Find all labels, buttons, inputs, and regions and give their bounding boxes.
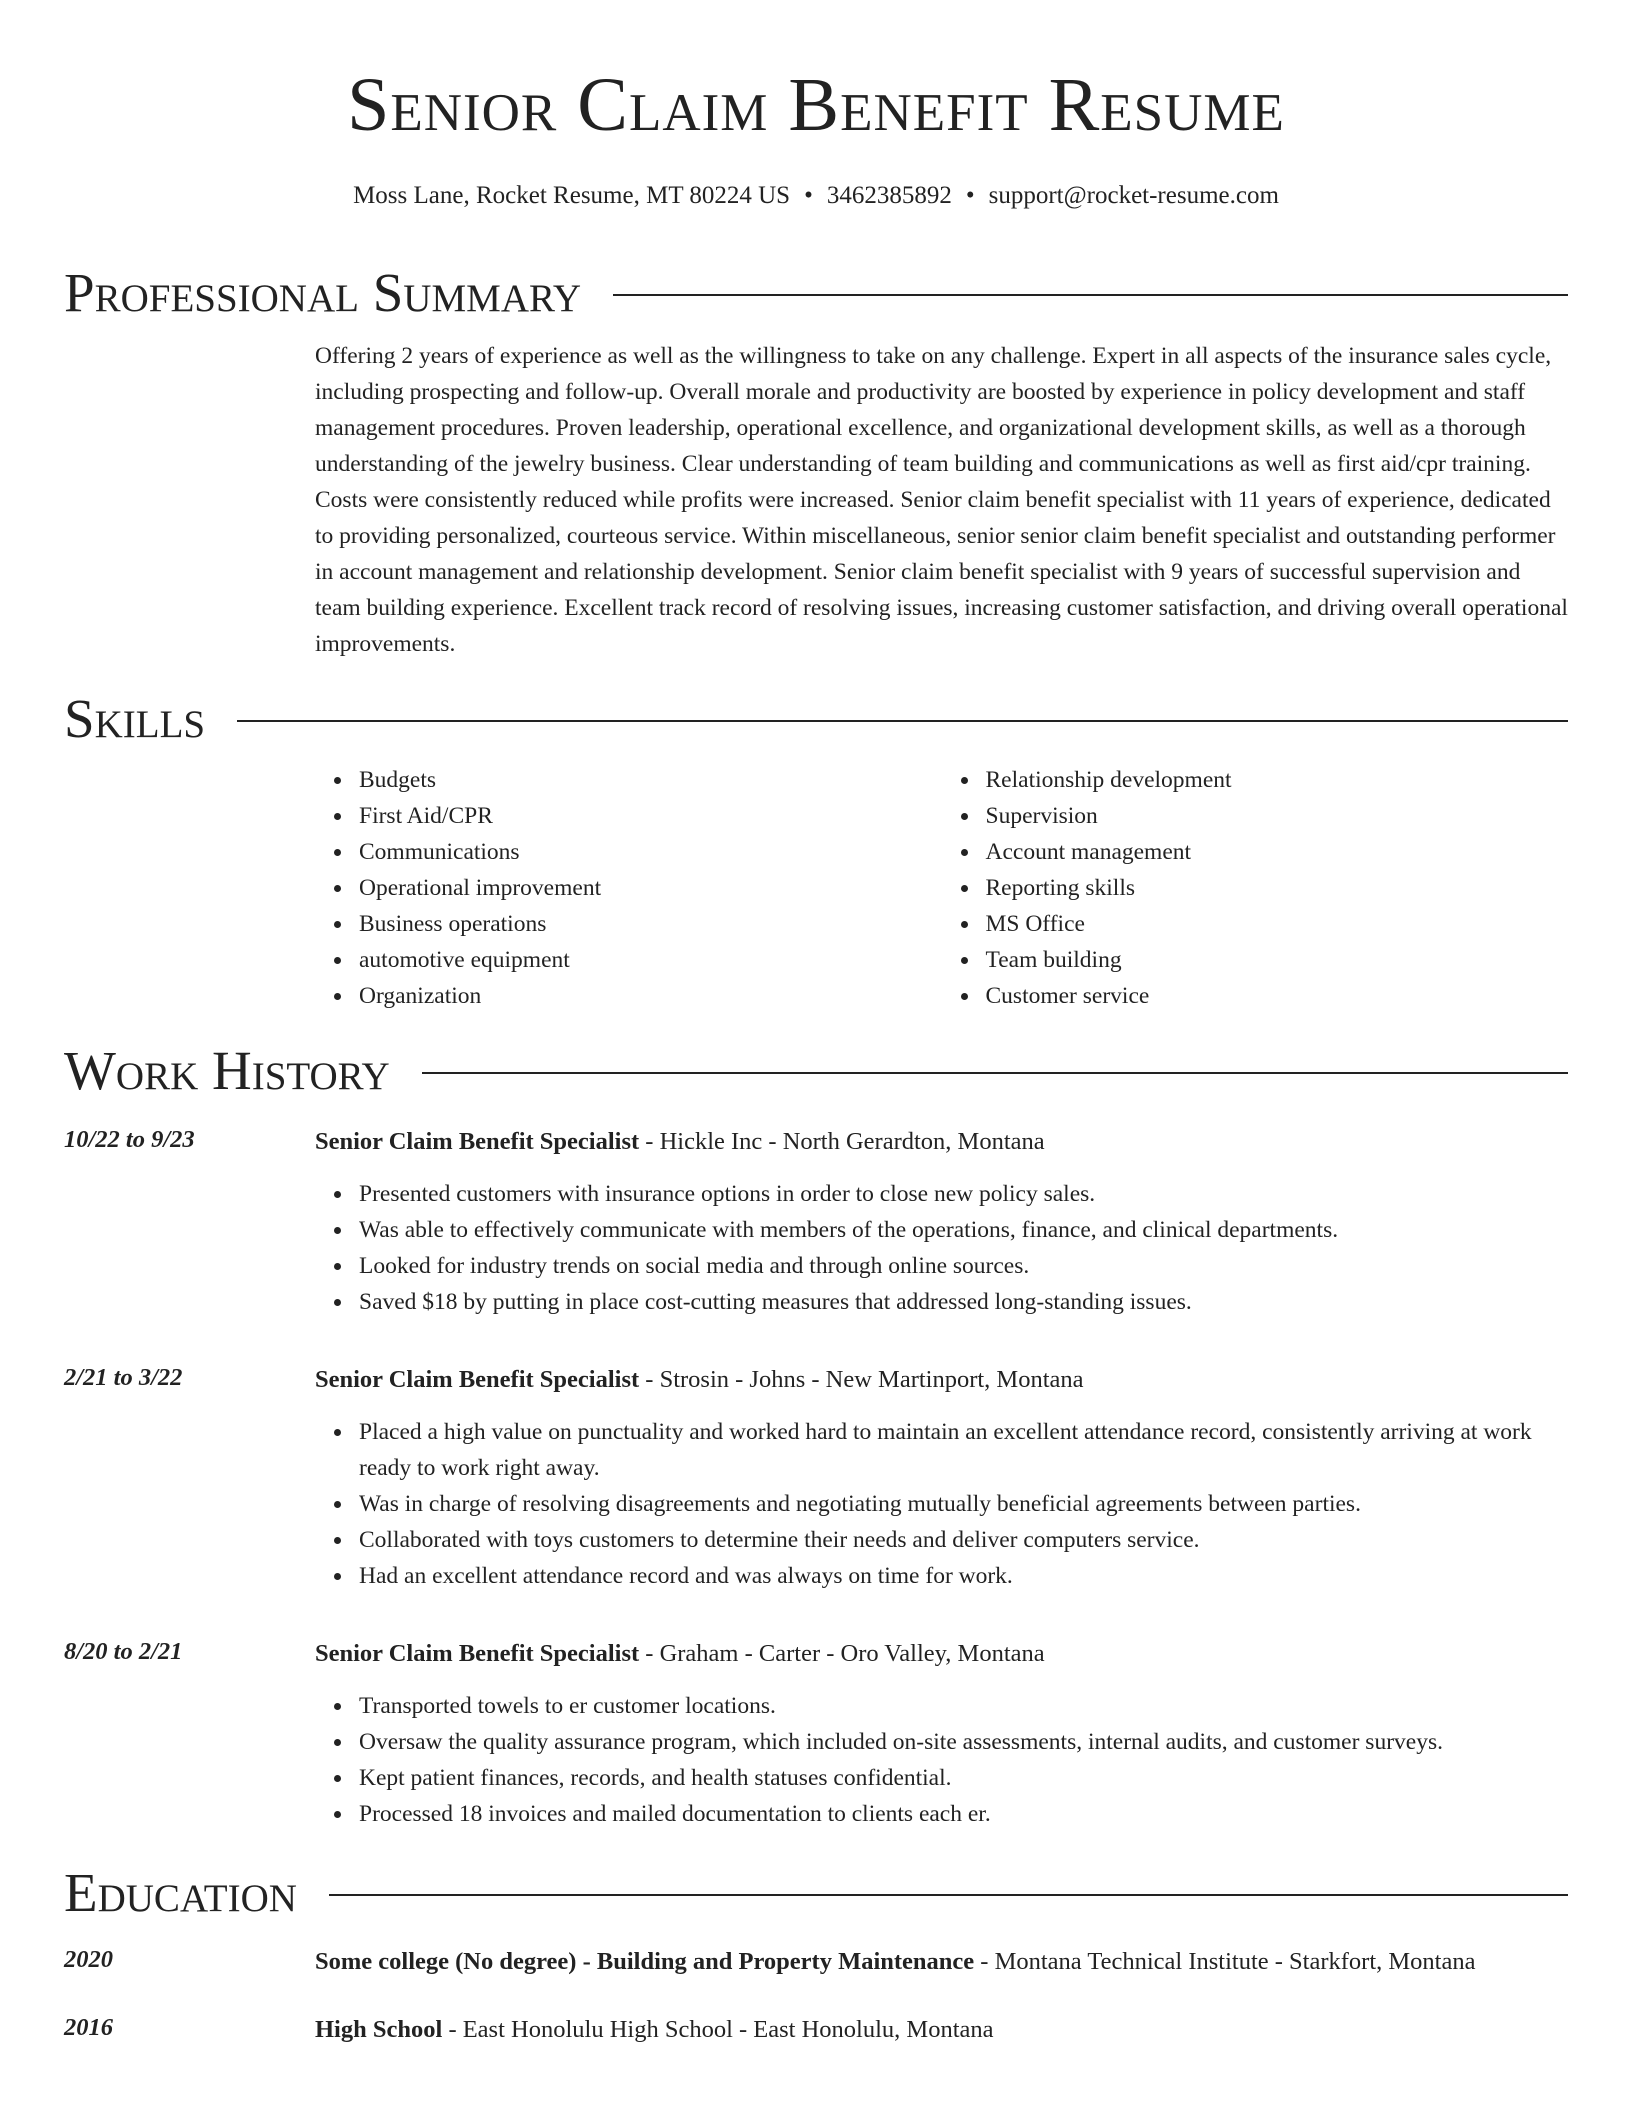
- job-duties: [315, 1414, 1568, 1594]
- job-heading: [315, 1360, 1568, 1400]
- job-dates: 8/20 to 2/21: [64, 1638, 183, 1665]
- duty-item: Collaborated with toys customers to determine their needs and deliver computers service.: [359, 1522, 1568, 1558]
- job-dates: 2/21 to 3/22: [64, 1364, 183, 1391]
- skill-item: MS Office: [986, 906, 1569, 942]
- job-body: [315, 1122, 1568, 1320]
- skill-item: Team building: [986, 942, 1569, 978]
- education-section-header: [64, 1862, 1568, 1924]
- duty-item: Placed a high value on punctuality and worked hard to maintain an excellent attendance record, consistently arriving at work ready to work right away.: [359, 1414, 1568, 1486]
- skills-section-header: [64, 688, 1568, 750]
- summary-heading: Professional Summary: [64, 262, 582, 323]
- duty-item: Presented customers with insurance options in order to close new policy sales.: [359, 1176, 1568, 1212]
- job-title: Senior Claim Benefit Specialist: [315, 1128, 640, 1155]
- job-company: - Graham - Carter - Oro Valley, Montana: [639, 1640, 1045, 1667]
- section-divider: [613, 294, 1568, 296]
- duty-item: Kept patient finances, records, and health statuses confidential.: [359, 1760, 1568, 1796]
- duty-item: Looked for industry trends on social media and through online sources.: [359, 1248, 1568, 1284]
- skill-item: Budgets: [359, 762, 942, 798]
- job-heading: [315, 1122, 1568, 1162]
- contact-email[interactable]: support@rocket-resume.com: [988, 182, 1279, 209]
- job-duties: [315, 1688, 1568, 1832]
- duty-item: Was able to effectively communicate with members of the operations, finance, and clinical departments.: [359, 1212, 1568, 1248]
- job-duties: [315, 1176, 1568, 1320]
- education-degree: Some college (No degree) - Building and Property Maintenance: [315, 1948, 975, 1975]
- job-company: - Strosin - Johns - New Martinport, Montana: [639, 1366, 1084, 1393]
- education-heading: Education: [64, 1862, 297, 1923]
- contact-separator: •: [804, 182, 813, 209]
- skill-item: Communications: [359, 834, 942, 870]
- skill-item: Reporting skills: [986, 870, 1569, 906]
- job-entry: [64, 1122, 1568, 1320]
- job-dates: 10/22 to 9/23: [64, 1126, 195, 1153]
- job-body: [315, 1360, 1568, 1594]
- work-section-header: [64, 1040, 1568, 1102]
- education-school: - Montana Technical Institute - Starkfort, Montana: [974, 1948, 1476, 1975]
- education-school: - East Honolulu High School - East Honolulu, Montana: [442, 2016, 994, 2043]
- job-entry: [64, 1634, 1568, 1832]
- education-year: 2020: [64, 1946, 113, 1973]
- contact-line: [64, 180, 1568, 212]
- skills-column-right: [942, 762, 1569, 1014]
- skill-item: automotive equipment: [359, 942, 942, 978]
- section-divider: [422, 1072, 1568, 1074]
- job-entry: [64, 1360, 1568, 1594]
- education-year: 2016: [64, 2014, 113, 2041]
- skills-list: [315, 762, 1568, 1014]
- summary-text: Offering 2 years of experience as well as the willingness to take on any challenge. Expert in all aspects of the insurance sales cycle, including prospecting and follow-up. Overall morale and productivity are boosted by experience in policy development and staff management procedures. Proven leadership, operational excellence, and organizational development skills, as well as a thorough understanding of the jewelry business. Clear understanding of team building and communications as well as first aid/cpr training. Costs were consistently reduced while profits were increased. Senior claim benefit specialist with 11 years of experience, dedicated to providing personalized, courteous service. Within miscellaneous, senior senior claim benefit specialist and outstanding performer in account management and relationship development. Senior claim benefit specialist with 9 years of successful supervision and team building experience. Excellent track record of resolving issues, increasing customer satisfaction, and driving overall operational improvements.: [315, 343, 1568, 657]
- job-title: Senior Claim Benefit Specialist: [315, 1640, 640, 1667]
- job-heading: [315, 1634, 1568, 1674]
- education-entry: [64, 1942, 1568, 1982]
- job-company: - Hickle Inc - North Gerardton, Montana: [639, 1128, 1045, 1155]
- job-body: [315, 1634, 1568, 1832]
- skill-item: Customer service: [986, 978, 1569, 1014]
- skill-item: Business operations: [359, 906, 942, 942]
- section-divider: [237, 720, 1568, 722]
- job-title: Senior Claim Benefit Specialist: [315, 1366, 640, 1393]
- summary-section-header: [64, 262, 1568, 324]
- contact-separator: •: [965, 182, 975, 209]
- skill-item: Supervision: [986, 798, 1569, 834]
- skill-item: Account management: [986, 834, 1569, 870]
- skill-item: Relationship development: [986, 762, 1569, 798]
- duty-item: Had an excellent attendance record and was always on time for work.: [359, 1558, 1568, 1594]
- skills-column-left: [315, 762, 942, 1014]
- contact-phone: 3462385892: [826, 182, 952, 209]
- work-heading: Work History: [64, 1040, 390, 1101]
- resume-title: Senior Claim Benefit Resume: [347, 63, 1285, 147]
- duty-item: Processed 18 invoices and mailed documentation to clients each er.: [359, 1796, 1568, 1832]
- skill-item: Organization: [359, 978, 942, 1014]
- contact-address: Moss Lane, Rocket Resume, MT 80224 US: [353, 182, 791, 209]
- section-divider: [329, 1894, 1568, 1896]
- education-body: [315, 1942, 1568, 1982]
- duty-item: Was in charge of resolving disagreements and negotiating mutually beneficial agreements between parties.: [359, 1486, 1568, 1522]
- skill-item: First Aid/CPR: [359, 798, 942, 834]
- duty-item: Transported towels to er customer locations.: [359, 1688, 1568, 1724]
- education-degree: High School: [315, 2016, 443, 2043]
- skills-heading: Skills: [64, 688, 206, 749]
- skill-item: Operational improvement: [359, 870, 942, 906]
- duty-item: Oversaw the quality assurance program, which included on-site assessments, internal audits, and customer surveys.: [359, 1724, 1568, 1760]
- duty-item: Saved $18 by putting in place cost-cutting measures that addressed long-standing issues.: [359, 1284, 1568, 1320]
- education-body: [315, 2010, 1568, 2050]
- education-entry: [64, 2010, 1568, 2050]
